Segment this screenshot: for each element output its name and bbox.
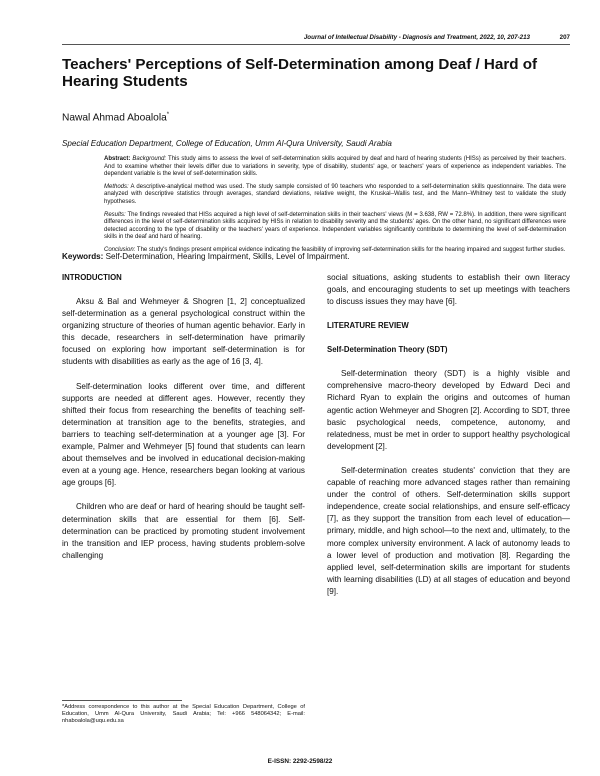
running-header [62,34,570,46]
author-line [62,112,169,123]
footnote-rule [62,700,182,701]
body-paragraph-continued: social situations, asking students to establish their own literacy goals, and encouraging students to set up meetings with teachers to discuss issues they may have [6]. [327,273,570,307]
background-text: This study aims to assess the level of self-determination skills acquired by deaf and hard of hearing students (HISs) as perceived by their teachers. And to examine whether their levels differ due to variations in severity, type of disability, students' age, or teachers' years of experience as independent variables. The dependent variable is the level of self-determination skills. [104,156,567,178]
body-paragraph: Self-determination theory (SDT) is a highly visible and comprehensive macro-theory developed by Edward Deci and Richard Ryan to explain the origins and outcomes of human agentic action Wehmeyer and Shogren [2]. According to SDT, three basic psychological needs, competence, autonomy, and relatedness, must be met in order to support healthy psychological development [2]. [327,369,570,451]
subsection-heading-sdt: Self-Determination Theory (SDT) [327,345,448,355]
author-mark: * [166,112,170,118]
left-column [62,272,305,574]
results-label: Results: [104,211,126,218]
abstract-methods [104,184,566,207]
abstract-label: Abstract: [104,156,131,162]
section-heading-introduction: INTRODUCTION [62,273,122,282]
page-number: 207 [559,34,570,41]
abstract-background [104,156,566,179]
paper-title: Teachers' Perceptions of Self-Determination among Deaf / Hard of Hearing Students [62,56,538,90]
body-paragraph: Aksu & Bal and Wehmeyer & Shogren [1, 2] conceptualized self-determination as a general psychological construct within the organizing structure of theories of human agentic behavior. Early in this decade, researchers in self-determination have primarily focused on exploring how important self-determination is for students with disabilities as early as the age of 16 [3, 4]. [62,297,305,367]
correspondence-footnote [62,700,305,726]
results-text: The findings revealed that HISs acquired a high level of self-determination skills in their teachers' views (M = 3.638, RW = 72.8%). In addition, there were significant differences in the level of self-determination skills acquired by HISs in relation to disability severity and the students' ages. On the other hand, no significant differences were detected according to the type of disability or the teachers' years of experience. Independent variables significantly contribute to determining the level of self-determination skills in the deaf and hard of hearing. [104,211,567,241]
background-label: Background: [132,156,167,162]
methods-text: A descriptive-analytical method was used. The study sample consisted of 90 teachers who responded to a self-determination skills questionnaire. The data were analyzed with descriptive statistics through averages, standard deviations, relative weight, the Kruskal–Wallis test, and the Mann–Whitney test to validate the study hypotheses. [104,183,566,205]
affiliation: Special Education Department, College of Education, Umm Al-Qura University, Saudi Arabia [62,139,392,148]
methods-label: Methods: [104,183,129,190]
issn-footer: E-ISSN: 2292-2598/22 [267,758,333,765]
conclusion-text: The study's findings present empirical evidence indicating the feasibility of improving self-determination skills for the hearing impaired and suggest further studies. [136,246,566,253]
keywords-text: Self-Determination, Hearing Impairment, Skills, Level of Impairment. [105,252,350,261]
conclusion-label: Conclusion: [104,246,136,253]
body-paragraph: Self-determination creates students' conviction that they are capable of reaching more advanced stages rather than remaining under the control of others. Self-determination skills support independence, create social relationships, and ensure self-efficacy [7], as they support the transition from each level of education—primary, middle, and high school—to the next and, ultimately, to the more complex university environment. A lack of autonomy leads to a lower level of production and motivation [8]. Regarding the applied level, self-determination skills are important for students with learning disabilities (LD) at all stages of education and beyond [9]. [327,465,570,596]
abstract [104,156,566,260]
author-name: Nawal Ahmad Aboalola [62,112,167,124]
section-heading-literature-review: LITERATURE REVIEW [327,321,409,331]
body-paragraph: Children who are deaf or hard of hearing should be taught self-determination skills that are essential for them [6]. Self-determination can be practiced by promoting student involvement in the transition and IEP process, having students problem-solve challenging [62,502,305,560]
keywords [62,252,349,261]
header-rule [62,44,570,45]
body-paragraph: Self-determination looks different over time, and different supports are needed at different ages. However, recently they shifted their focus from researching the benefits of teaching self-determination at transition age to the benefits, strategies, and barriers to teaching self-determination at a younger age [3]. For example, Palmer and Wehmeyer [5] found that students can learn about themselves and be involved in educational decision-making even at a young age. Hence, researchers began looking at various age groups [6]. [62,381,305,488]
abstract-results [104,212,566,242]
footnote-text: *Address correspondence to this author at the Special Education Department, College of Education, Umm Al-Qura University, Saudi Arabia; Tel: +966 548064342; E-mail: nhaboalola@uqu.edu.sa [62,704,305,725]
journal-citation: Journal of Intellectual Disability - Diagnosis and Treatment, 2022, 10, 207-213 [303,34,530,41]
keywords-label: Keywords: [62,252,104,261]
right-column [327,272,570,610]
